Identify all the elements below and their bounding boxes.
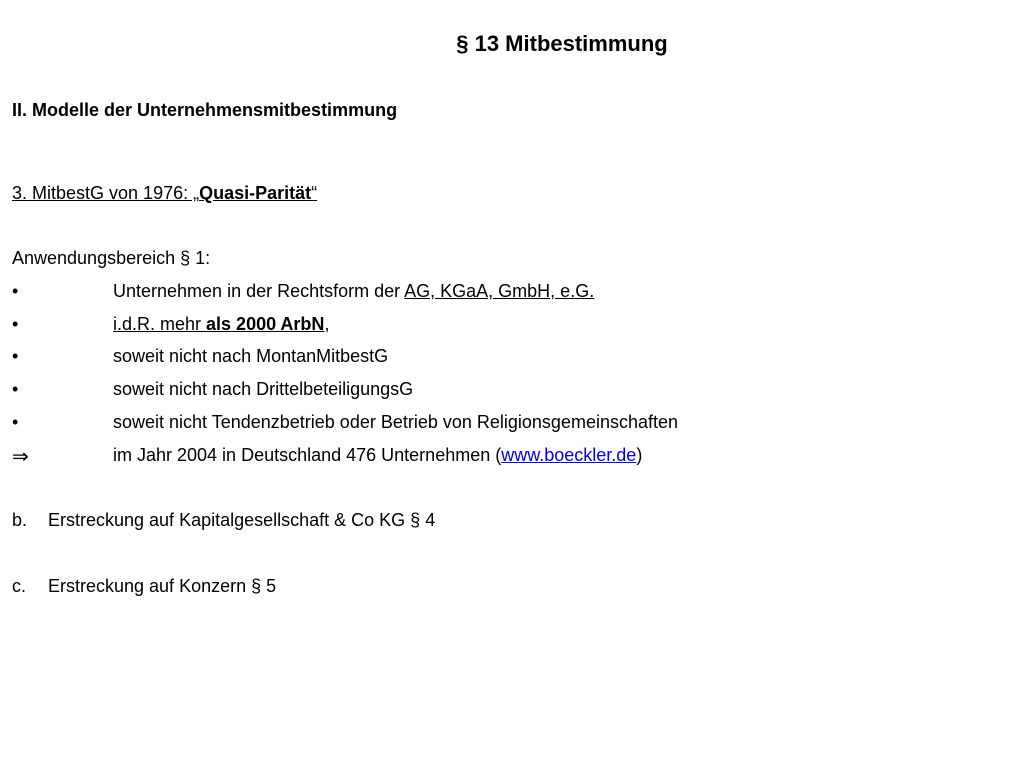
bullet-item: soweit nicht nach DrittelbeteiligungsG: [113, 379, 414, 399]
section-heading-prefix: 3. MitbestG von 1976: „: [12, 183, 200, 203]
bullet-item: soweit nicht nach MontanMitbestG: [113, 346, 389, 366]
bullet-item: [113, 314, 329, 335]
slide-title: § 13 Mitbestimmung: [456, 31, 668, 56]
bullet-text-prefix: i.d.R. mehr: [113, 314, 207, 334]
section-subtitle: II. Modelle der Unternehmensmitbestimmung: [12, 100, 398, 120]
boeckler-link[interactable]: www.boeckler.de: [501, 445, 637, 465]
implies-arrow-icon: ⇒: [12, 446, 29, 468]
bullet-marker: •: [12, 281, 19, 301]
bullet-marker: •: [12, 314, 19, 334]
bullet-marker: •: [12, 412, 19, 432]
bullet-item: soweit nicht Tendenzbetrieb oder Betrieb von Religionsgemeinschaften: [113, 412, 679, 432]
item-c-marker: c.: [12, 576, 27, 596]
bullet-text-suffix: ,: [324, 314, 330, 334]
item-b-marker: b.: [12, 510, 28, 530]
item-c-text: Erstreckung auf Konzern § 5: [48, 576, 277, 596]
bullet-item: [113, 281, 594, 302]
conclusion-suffix: ): [636, 445, 643, 465]
legal-forms: AG, KGaA, GmbH, e.G.: [404, 281, 595, 301]
bullet-marker: •: [12, 379, 19, 399]
section-heading-suffix: “: [311, 183, 318, 203]
bullet-text-bold: als 2000 ArbN: [206, 314, 325, 334]
bullet-text: Unternehmen in der Rechtsform der: [113, 281, 405, 301]
section-heading: [12, 183, 317, 204]
conclusion-text: im Jahr 2004 in Deutschland 476 Unternehmen (: [113, 445, 502, 465]
conclusion-line: [113, 445, 642, 466]
section-heading-bold: Quasi-Parität: [199, 183, 312, 203]
item-b-text: Erstreckung auf Kapitalgesellschaft & Co KG § 4: [48, 510, 436, 530]
scope-heading: Anwendungsbereich § 1:: [12, 248, 211, 268]
bullet-marker: •: [12, 346, 19, 366]
